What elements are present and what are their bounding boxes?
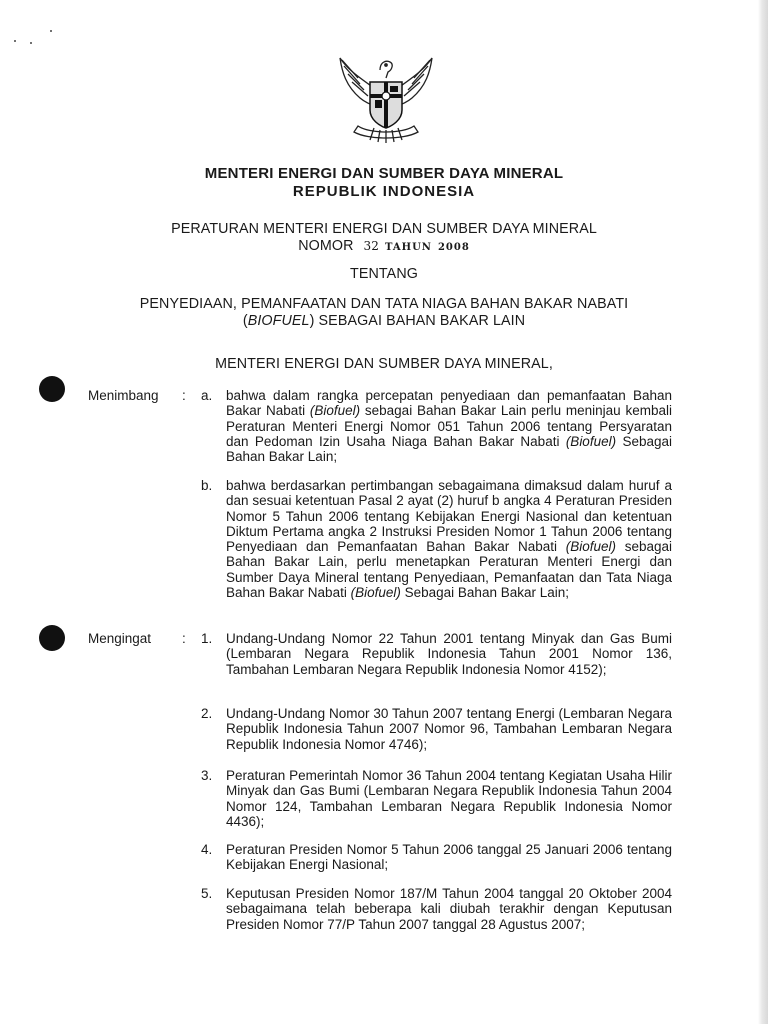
regulation-number bbox=[0, 238, 768, 254]
nomor-value: 32 bbox=[363, 239, 379, 253]
scan-edge bbox=[758, 0, 768, 1024]
menimbang-marker-a: a. bbox=[201, 388, 213, 403]
mengingat-marker-1: 1. bbox=[201, 631, 213, 646]
tahun-label: TAHUN bbox=[384, 242, 432, 253]
mengingat-item-2: Undang-Undang Nomor 30 Tahun 2007 tentang Energi (Lembaran Negara Republik Indonesia Tahun 2007 Nomor 96, Tambahan Lembaran Negara Republik Indonesia Nomor 4746); bbox=[226, 706, 672, 752]
mengingat-marker-3: 3. bbox=[201, 768, 213, 783]
scan-speck bbox=[14, 40, 16, 42]
header-ministry: MENTERI ENERGI DAN SUMBER DAYA MINERAL bbox=[204, 165, 564, 182]
mengingat-marker-2: 2. bbox=[201, 706, 213, 721]
mengingat-item-4: Peraturan Presiden Nomor 5 Tahun 2006 tanggal 25 Januari 2006 tentang Kebijakan Energi Nasional; bbox=[226, 842, 672, 873]
subject-line-2: (BIOFUEL) SEBAGAI BAHAN BAKAR LAIN bbox=[242, 313, 526, 329]
mengingat-marker-5: 5. bbox=[201, 886, 213, 901]
tentang-heading: TENTANG bbox=[350, 266, 418, 282]
mengingat-item-3: Peraturan Pemerintah Nomor 36 Tahun 2004 tentang Kegiatan Usaha Hilir Minyak dan Gas Bumi (Lembaran Negara Republik Indonesia Tahun 2004 Nomor 124, Tambahan Lembaran Negara Republik Indonesia Nomor 4436); bbox=[226, 768, 672, 829]
subject-rest: SEBAGAI BAHAN BAKAR LAIN bbox=[314, 313, 526, 329]
menimbang-marker-b: b. bbox=[201, 478, 213, 493]
text-segment: Sebagai Bahan Bakar Lain; bbox=[400, 585, 569, 601]
subject-italic: BIOFUEL bbox=[247, 313, 310, 329]
garuda-pancasila-emblem-icon bbox=[330, 48, 442, 148]
italic-segment: (Biofuel) bbox=[309, 403, 361, 419]
scan-speck bbox=[30, 42, 32, 44]
mengingat-marker-4: 4. bbox=[201, 842, 213, 857]
menimbang-colon: : bbox=[182, 388, 186, 403]
text-segment: sebagai Bahan Bakar Lain, perlu menetapkan Peraturan Menteri Energi dan Sumber Daya Mineral tentang Penyediaan, Pemanfaatan dan Tata Niaga Bahan Bakar Nabati bbox=[226, 539, 672, 601]
mengingat-label: Mengingat bbox=[88, 631, 152, 646]
header-republic: REPUBLIK INDONESIA bbox=[292, 183, 476, 200]
menimbang-label: Menimbang bbox=[88, 388, 159, 403]
menimbang-item-a bbox=[226, 388, 672, 464]
punch-hole-icon bbox=[39, 625, 65, 651]
italic-segment: (Biofuel) bbox=[565, 433, 617, 449]
italic-segment: (Biofuel) bbox=[350, 585, 401, 601]
mengingat-item-1: Undang-Undang Nomor 22 Tahun 2001 tentang Minyak dan Gas Bumi (Lembaran Negara Republik Indonesia Tahun 2001 Nomor 136, Tambahan Lembaran Negara Republik Indonesia Nomor 4152); bbox=[226, 631, 672, 677]
regulation-title: PERATURAN MENTERI ENERGI DAN SUMBER DAYA MINERAL bbox=[171, 221, 597, 237]
tahun-value: 2008 bbox=[437, 242, 470, 253]
italic-segment: (Biofuel) bbox=[565, 539, 616, 555]
mengingat-colon: : bbox=[182, 631, 186, 646]
issuer-line: MENTERI ENERGI DAN SUMBER DAYA MINERAL, bbox=[215, 356, 553, 372]
subject-line-1: PENYEDIAAN, PEMANFAATAN DAN TATA NIAGA BAHAN BAKAR NABATI bbox=[139, 296, 629, 312]
punch-hole-icon bbox=[39, 376, 65, 402]
nomor-label: NOMOR bbox=[298, 238, 354, 254]
text-segment: bahwa berdasarkan pertimbangan sebagaimana dimaksud dalam huruf a dan sesuai ketentuan Pasal 2 ayat (2) huruf b angka 4 Peraturan Presiden Nomor 5 Tahun 2006 tentang Kebijakan Energi Nasional dan ketentuan Diktum Pertama angka 2 Instruksi Presiden Nomor 1 Tahun 2006 tentang Penyediaan dan Pemanfaatan Bahan Bakar Nabati bbox=[226, 478, 672, 555]
mengingat-item-5: Keputusan Presiden Nomor 187/M Tahun 2004 tanggal 20 Oktober 2004 sebagaimana telah beberapa kali diubah terakhir dengan Keputusan Presiden Nomor 77/P Tahun 2007 tanggal 28 Agustus 2007; bbox=[226, 886, 672, 932]
text-segment: bahwa dalam rangka percepatan penyediaan dan pemanfaatan Bahan Bakar Nabati bbox=[226, 388, 672, 419]
text-segment: Sebagai Bahan Bakar Lain; bbox=[226, 433, 672, 465]
menimbang-item-b bbox=[226, 478, 672, 600]
scan-speck bbox=[50, 30, 52, 32]
text-segment: sebagai Bahan Bakar Lain perlu meninjau kembali Peraturan Menteri Energi Nomor 051 Tahun 2006 tentang Persyaratan dan Pedoman Izin Usaha Niaga Bahan Bakar Nabati bbox=[226, 403, 672, 449]
